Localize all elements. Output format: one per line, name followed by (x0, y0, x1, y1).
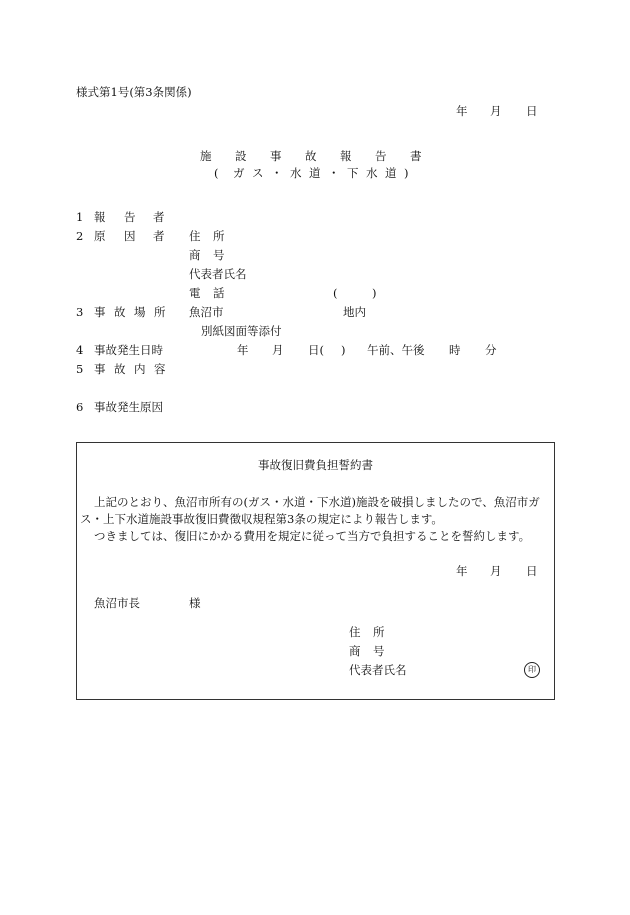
subtitle-char: 水 (290, 166, 302, 180)
attachment-note: 別紙図面等添付 (201, 324, 282, 338)
item-label: 事故発生日時 (94, 343, 163, 357)
subtitle-char: ガ (233, 166, 245, 180)
subtitle-char: 下 (347, 166, 359, 180)
pledge-title: 事故復旧費負担誓約書 (258, 458, 373, 472)
item-label-char: 原 (94, 229, 106, 243)
item-label-char: 容 (154, 362, 166, 376)
pledge-address-label-char: 所 (373, 625, 385, 639)
item-label-char: 故 (114, 362, 126, 376)
datetime-day: 日( (308, 343, 324, 357)
phone-label-char: 話 (213, 286, 225, 300)
header-date-month: 月 (490, 104, 502, 118)
location-city: 魚沼市 (189, 305, 224, 319)
datetime-day-close: ) (341, 343, 346, 357)
item-number: 5 (76, 362, 84, 376)
subtitle-char: ( (214, 166, 219, 180)
trade-name-label-char: 号 (213, 248, 225, 262)
item-label-char: 事 (94, 362, 106, 376)
pledge-paragraph-1-line-1: 上記のとおり、魚沼市所有の(ガス・水道・下水道)施設を破損しましたので、魚沼市ガ (94, 495, 540, 509)
item-label: 事故発生原因 (94, 400, 163, 414)
subtitle-char: 道 (385, 166, 397, 180)
item-label-char: 事 (94, 305, 106, 319)
title-char: 事 (270, 149, 282, 163)
pledge-address-label-char: 住 (349, 625, 361, 639)
item-label-char: 者 (153, 210, 165, 224)
datetime-hour: 時 (449, 343, 461, 357)
subtitle-char: 水 (366, 166, 378, 180)
title-char: 報 (340, 149, 352, 163)
subtitle-char: ス (252, 166, 264, 180)
phone-label-char: 電 (189, 286, 201, 300)
pledge-date-day: 日 (526, 564, 538, 578)
title-char: 施 (200, 149, 212, 163)
trade-name-label-char: 商 (189, 248, 201, 262)
item-label-char: 者 (153, 229, 165, 243)
title-char: 告 (375, 149, 387, 163)
phone-paren-open: ( (333, 286, 338, 300)
title-char: 故 (305, 149, 317, 163)
item-label-char: 報 (94, 210, 106, 224)
pledge-representative-label: 代表者氏名 (349, 663, 407, 677)
subtitle-char: 道 (309, 166, 321, 180)
pledge-addressee: 魚沼市長 (94, 596, 140, 610)
title-char: 設 (235, 149, 247, 163)
address-label-char: 所 (213, 229, 225, 243)
address-label-char: 住 (189, 229, 201, 243)
pledge-paragraph-1-line-2: ス・上下水道施設事故復旧費徴収規程第3条の規定により報告します。 (80, 512, 443, 526)
header-date-year: 年 (456, 104, 468, 118)
item-label-char: 故 (114, 305, 126, 319)
seal-icon: 印 (524, 662, 540, 678)
item-label-char: 因 (124, 229, 136, 243)
location-suffix: 地内 (343, 305, 366, 319)
item-label-char: 告 (124, 210, 136, 224)
datetime-ampm: 午前、午後 (367, 343, 425, 357)
subtitle-char: ) (404, 166, 409, 180)
pledge-trade-name-label-char: 商 (349, 644, 361, 658)
pledge-trade-name-label-char: 号 (373, 644, 385, 658)
item-label-char: 場 (134, 305, 146, 319)
form-number: 様式第1号(第3条関係) (76, 85, 192, 99)
item-label-char: 所 (154, 305, 166, 319)
pledge-date-month: 月 (490, 564, 502, 578)
subtitle-char: ・ (328, 166, 340, 180)
item-number: 4 (76, 343, 84, 357)
representative-label: 代表者氏名 (189, 267, 247, 281)
header-date-day: 日 (526, 104, 538, 118)
datetime-year: 年 (237, 343, 249, 357)
pledge-paragraph-2: つきましては、復旧にかかる費用を規定に従って当方で負担することを誓約します。 (94, 529, 531, 543)
phone-paren-close: ) (372, 286, 377, 300)
pledge-box (76, 442, 555, 700)
title-char: 書 (410, 149, 422, 163)
item-number: 1 (76, 210, 84, 224)
datetime-minute: 分 (485, 343, 497, 357)
item-number: 2 (76, 229, 84, 243)
item-number: 3 (76, 305, 84, 319)
item-number: 6 (76, 400, 84, 414)
pledge-date-year: 年 (456, 564, 468, 578)
pledge-honorific: 様 (189, 596, 201, 610)
item-label-char: 内 (134, 362, 146, 376)
datetime-month: 月 (272, 343, 284, 357)
subtitle-char: ・ (271, 166, 283, 180)
